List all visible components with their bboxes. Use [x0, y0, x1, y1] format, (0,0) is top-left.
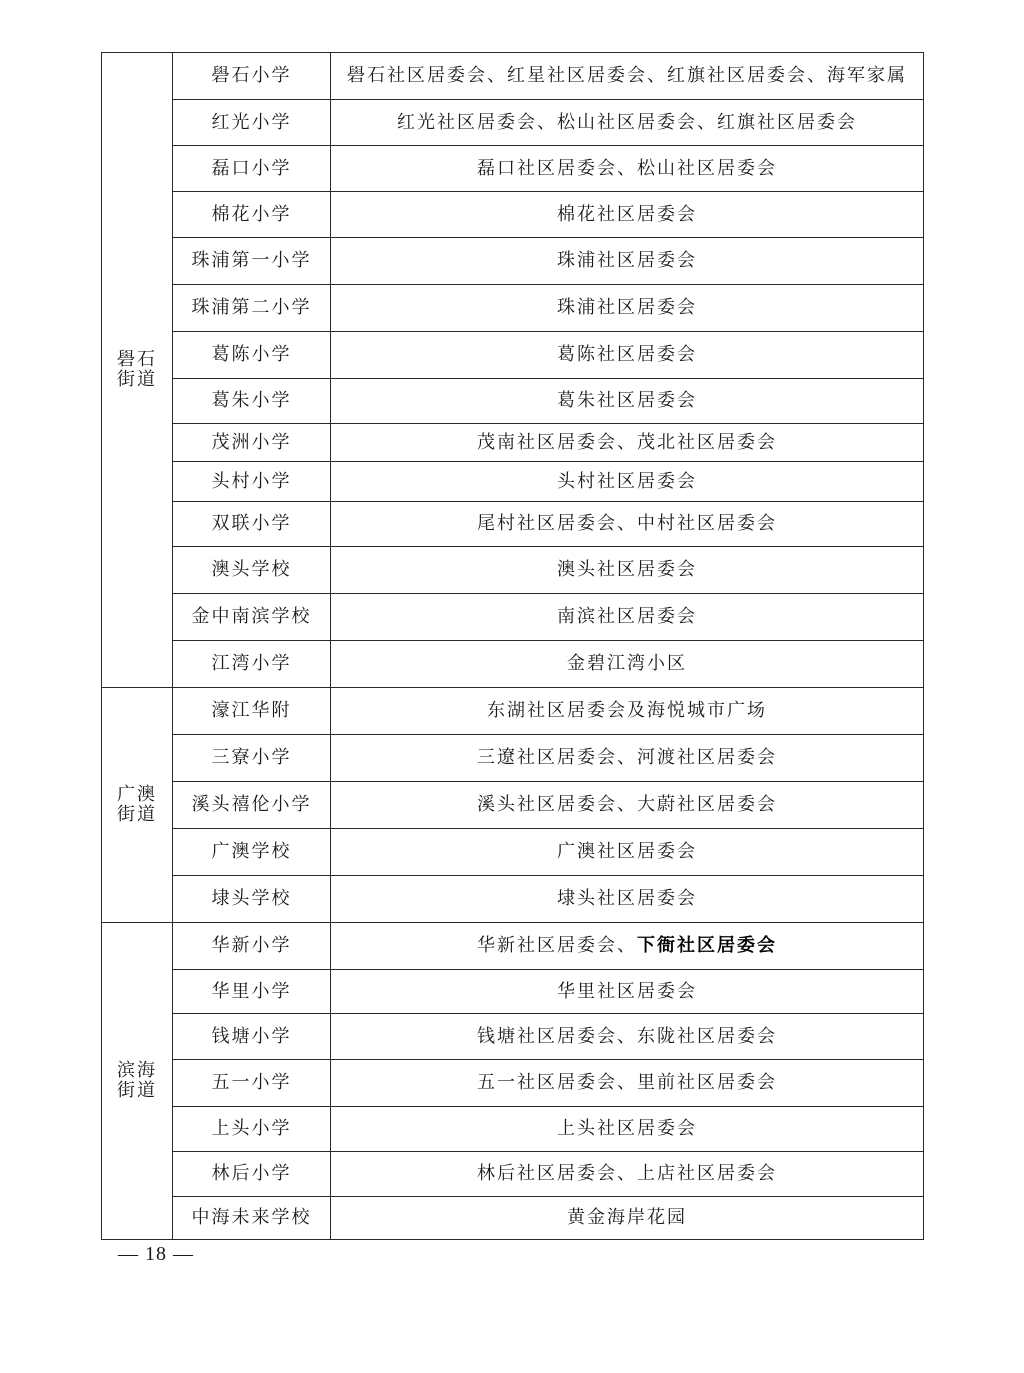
service-area: 广澳社区居委会 [331, 829, 924, 876]
service-area: 礐石社区居委会、红星社区居委会、红旗社区居委会、海军家属 [331, 53, 924, 100]
service-area: 棉花社区居委会 [331, 192, 924, 238]
school-name: 红光小学 [173, 100, 331, 146]
service-area: 珠浦社区居委会 [331, 285, 924, 332]
service-area: 头村社区居委会 [331, 462, 924, 502]
table-row [102, 192, 924, 238]
school-name: 溪头禧伦小学 [173, 782, 331, 829]
table-row [102, 1060, 924, 1107]
table-row [102, 923, 924, 970]
service-area: 华里社区居委会 [331, 970, 924, 1014]
table-row [102, 53, 924, 100]
service-area: 东湖社区居委会及海悦城市广场 [331, 688, 924, 735]
table-row [102, 876, 924, 923]
table-row [102, 238, 924, 285]
district-cell-guangao [102, 688, 173, 923]
service-area: 林后社区居委会、上店社区居委会 [331, 1152, 924, 1197]
school-name: 珠浦第二小学 [173, 285, 331, 332]
school-name: 茂洲小学 [173, 424, 331, 462]
service-area: 埭头社区居委会 [331, 876, 924, 923]
school-name: 濠江华附 [173, 688, 331, 735]
school-name: 江湾小学 [173, 641, 331, 688]
district-cell-queshi [102, 53, 173, 688]
table-row [102, 1152, 924, 1197]
service-area: 上头社区居委会 [331, 1107, 924, 1152]
table-row [102, 829, 924, 876]
service-area: 黄金海岸花园 [331, 1197, 924, 1240]
table-row [102, 594, 924, 641]
table-row [102, 688, 924, 735]
school-name: 棉花小学 [173, 192, 331, 238]
school-name: 广澳学校 [173, 829, 331, 876]
school-name: 上头小学 [173, 1107, 331, 1152]
district-cell-binhai [102, 923, 173, 1240]
school-name: 澳头学校 [173, 547, 331, 594]
service-area: 珠浦社区居委会 [331, 238, 924, 285]
district-name: 滨海 [117, 1060, 157, 1082]
school-name: 华新小学 [173, 923, 331, 970]
service-area: 红光社区居委会、松山社区居委会、红旗社区居委会 [331, 100, 924, 146]
district-name: 礐石 [117, 349, 157, 371]
school-name: 五一小学 [173, 1060, 331, 1107]
table-row [102, 641, 924, 688]
school-name: 三寮小学 [173, 735, 331, 782]
school-name: 葛朱小学 [173, 379, 331, 424]
table-row [102, 782, 924, 829]
school-name: 葛陈小学 [173, 332, 331, 379]
service-area: 金碧江湾小区 [331, 641, 924, 688]
service-area-part: 华新社区居委会、 [477, 935, 637, 957]
school-name: 埭头学校 [173, 876, 331, 923]
district-name-suffix: 街道 [117, 369, 157, 390]
table-row [102, 547, 924, 594]
service-area: 磊口社区居委会、松山社区居委会 [331, 146, 924, 192]
service-area: 尾村社区居委会、中村社区居委会 [331, 502, 924, 547]
school-name: 磊口小学 [173, 146, 331, 192]
table-row [102, 1014, 924, 1060]
service-area: 葛陈社区居委会 [331, 332, 924, 379]
school-name: 双联小学 [173, 502, 331, 547]
school-name: 钱塘小学 [173, 1014, 331, 1060]
service-area [331, 923, 924, 970]
district-name: 广澳 [117, 784, 157, 806]
service-area: 三遼社区居委会、河渡社区居委会 [331, 735, 924, 782]
table-row [102, 332, 924, 379]
school-name: 林后小学 [173, 1152, 331, 1197]
service-area: 澳头社区居委会 [331, 547, 924, 594]
table-row [102, 285, 924, 332]
school-name: 珠浦第一小学 [173, 238, 331, 285]
school-name: 金中南滨学校 [173, 594, 331, 641]
service-area: 南滨社区居委会 [331, 594, 924, 641]
table-row [102, 379, 924, 424]
school-name: 中海未来学校 [173, 1197, 331, 1240]
table-row [102, 424, 924, 462]
table-row [102, 146, 924, 192]
table-row [102, 970, 924, 1014]
district-name-suffix: 街道 [117, 804, 157, 825]
district-name-suffix: 街道 [117, 1080, 157, 1101]
table-row [102, 100, 924, 146]
table-row [102, 735, 924, 782]
service-area-part-bold: 下衙社区居委会 [637, 935, 777, 957]
school-district-table [101, 52, 924, 1240]
service-area: 茂南社区居委会、茂北社区居委会 [331, 424, 924, 462]
table-row [102, 502, 924, 547]
service-area: 钱塘社区居委会、东陇社区居委会 [331, 1014, 924, 1060]
service-area: 溪头社区居委会、大蔚社区居委会 [331, 782, 924, 829]
page-number: — 18 — [118, 1243, 194, 1265]
school-name: 礐石小学 [173, 53, 331, 100]
table-row [102, 1197, 924, 1240]
table-row [102, 462, 924, 502]
service-area: 五一社区居委会、里前社区居委会 [331, 1060, 924, 1107]
table-row [102, 1107, 924, 1152]
school-name: 头村小学 [173, 462, 331, 502]
service-area: 葛朱社区居委会 [331, 379, 924, 424]
school-name: 华里小学 [173, 970, 331, 1014]
